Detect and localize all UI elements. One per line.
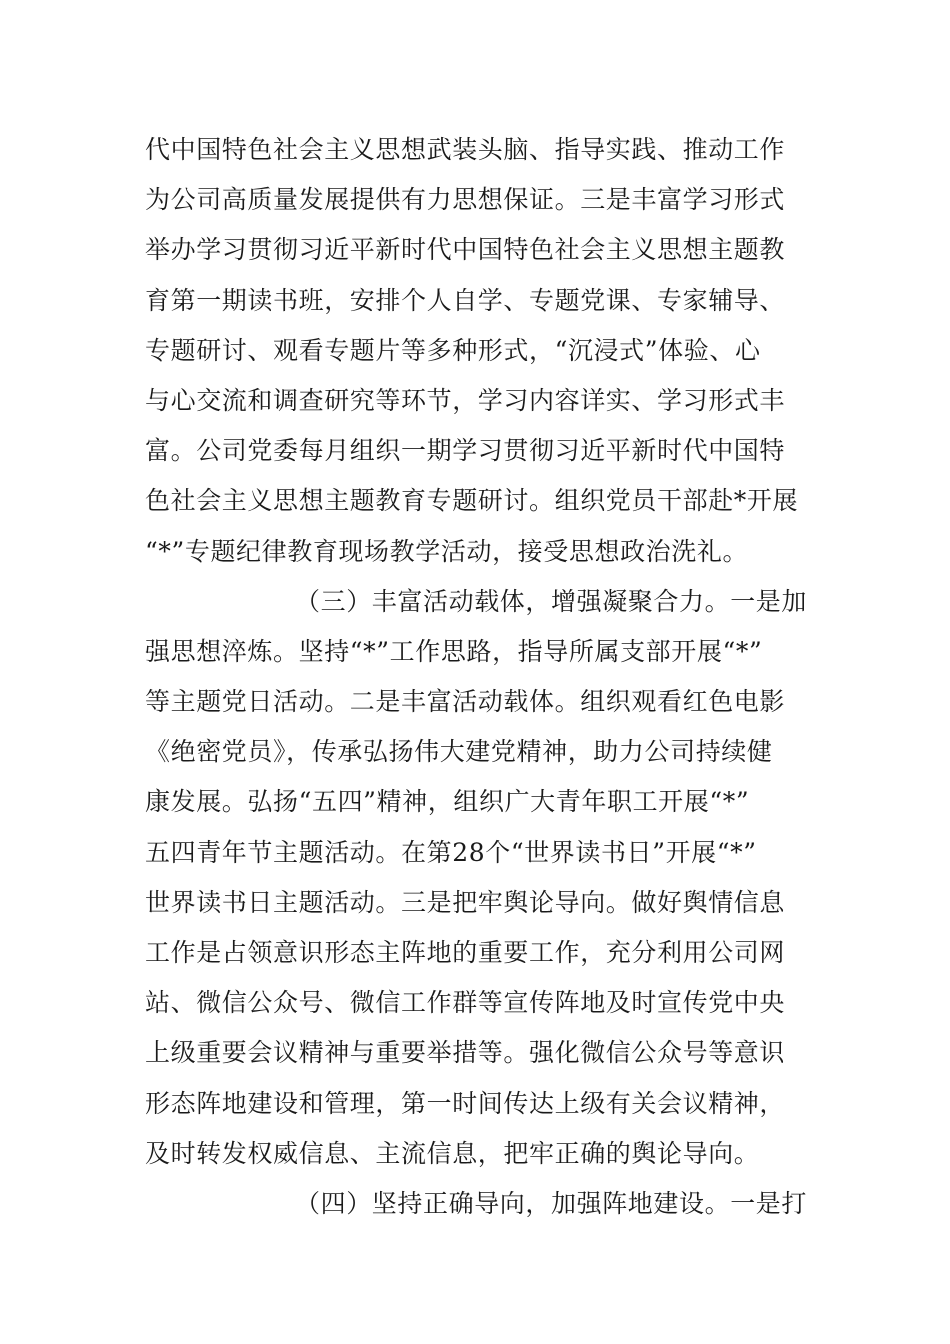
body-line: 五四青年节主题活动。在第28个“世界读书日”开展“*” <box>145 837 757 867</box>
body-line: 专题研讨、观看专题片等多种形式，“沉浸式”体验、心 <box>145 335 761 365</box>
body-line: 等主题党日活动。二是丰富活动载体。组织观看红色电影 <box>145 687 786 717</box>
body-line: 富。公司党委每月组织一期学习贯彻习近平新时代中国特 <box>145 436 786 466</box>
body-line: 《绝密党员》，传承弘扬伟大建党精神，助力公司持续健 <box>145 737 773 767</box>
body-line: 强思想淬炼。坚持“*”工作思路，指导所属支部开展“*” <box>145 636 763 666</box>
body-line: 及时转发权威信息、主流信息，把牢正确的舆论导向。 <box>145 1138 760 1168</box>
body-line: 形态阵地建设和管理，第一时间传达上级有关会议精神， <box>145 1088 786 1118</box>
section-heading-three: （三）丰富活动载体，增强凝聚合力。一是加 <box>295 586 808 616</box>
body-line: “*”专题纪律教育现场教学活动，接受思想政治洗礼。 <box>145 536 749 566</box>
section-heading-four: （四）坚持正确导向，加强阵地建设。一是打 <box>295 1188 808 1218</box>
body-line: 色社会主义思想主题教育专题研讨。组织党员干部赴*开展 <box>145 486 799 516</box>
body-line: 上级重要会议精神与重要举措等。强化微信公众号等意识 <box>145 1038 786 1068</box>
body-line: 举办学习贯彻习近平新时代中国特色社会主义思想主题教 <box>145 235 786 265</box>
body-line: 工作是占领意识形态主阵地的重要工作，充分利用公司网 <box>145 938 786 967</box>
body-line: 代中国特色社会主义思想武装头脑、指导实践、推动工作 <box>145 135 786 164</box>
body-line: 站、微信公众号、微信工作群等宣传阵地及时宣传党中央 <box>145 988 786 1018</box>
body-line: 与心交流和调查研究等环节，学习内容详实、学习形式丰 <box>145 385 786 415</box>
document-body <box>145 125 815 1229</box>
body-line: 育第一期读书班，安排个人自学、专题党课、专家辅导、 <box>145 285 786 315</box>
body-line: 为公司高质量发展提供有力思想保证。三是丰富学习形式 <box>145 185 786 215</box>
body-line: 康发展。弘扬“五四”精神，组织广大青年职工开展“*” <box>145 787 750 817</box>
body-line: 世界读书日主题活动。三是把牢舆论导向。做好舆情信息 <box>145 887 786 917</box>
